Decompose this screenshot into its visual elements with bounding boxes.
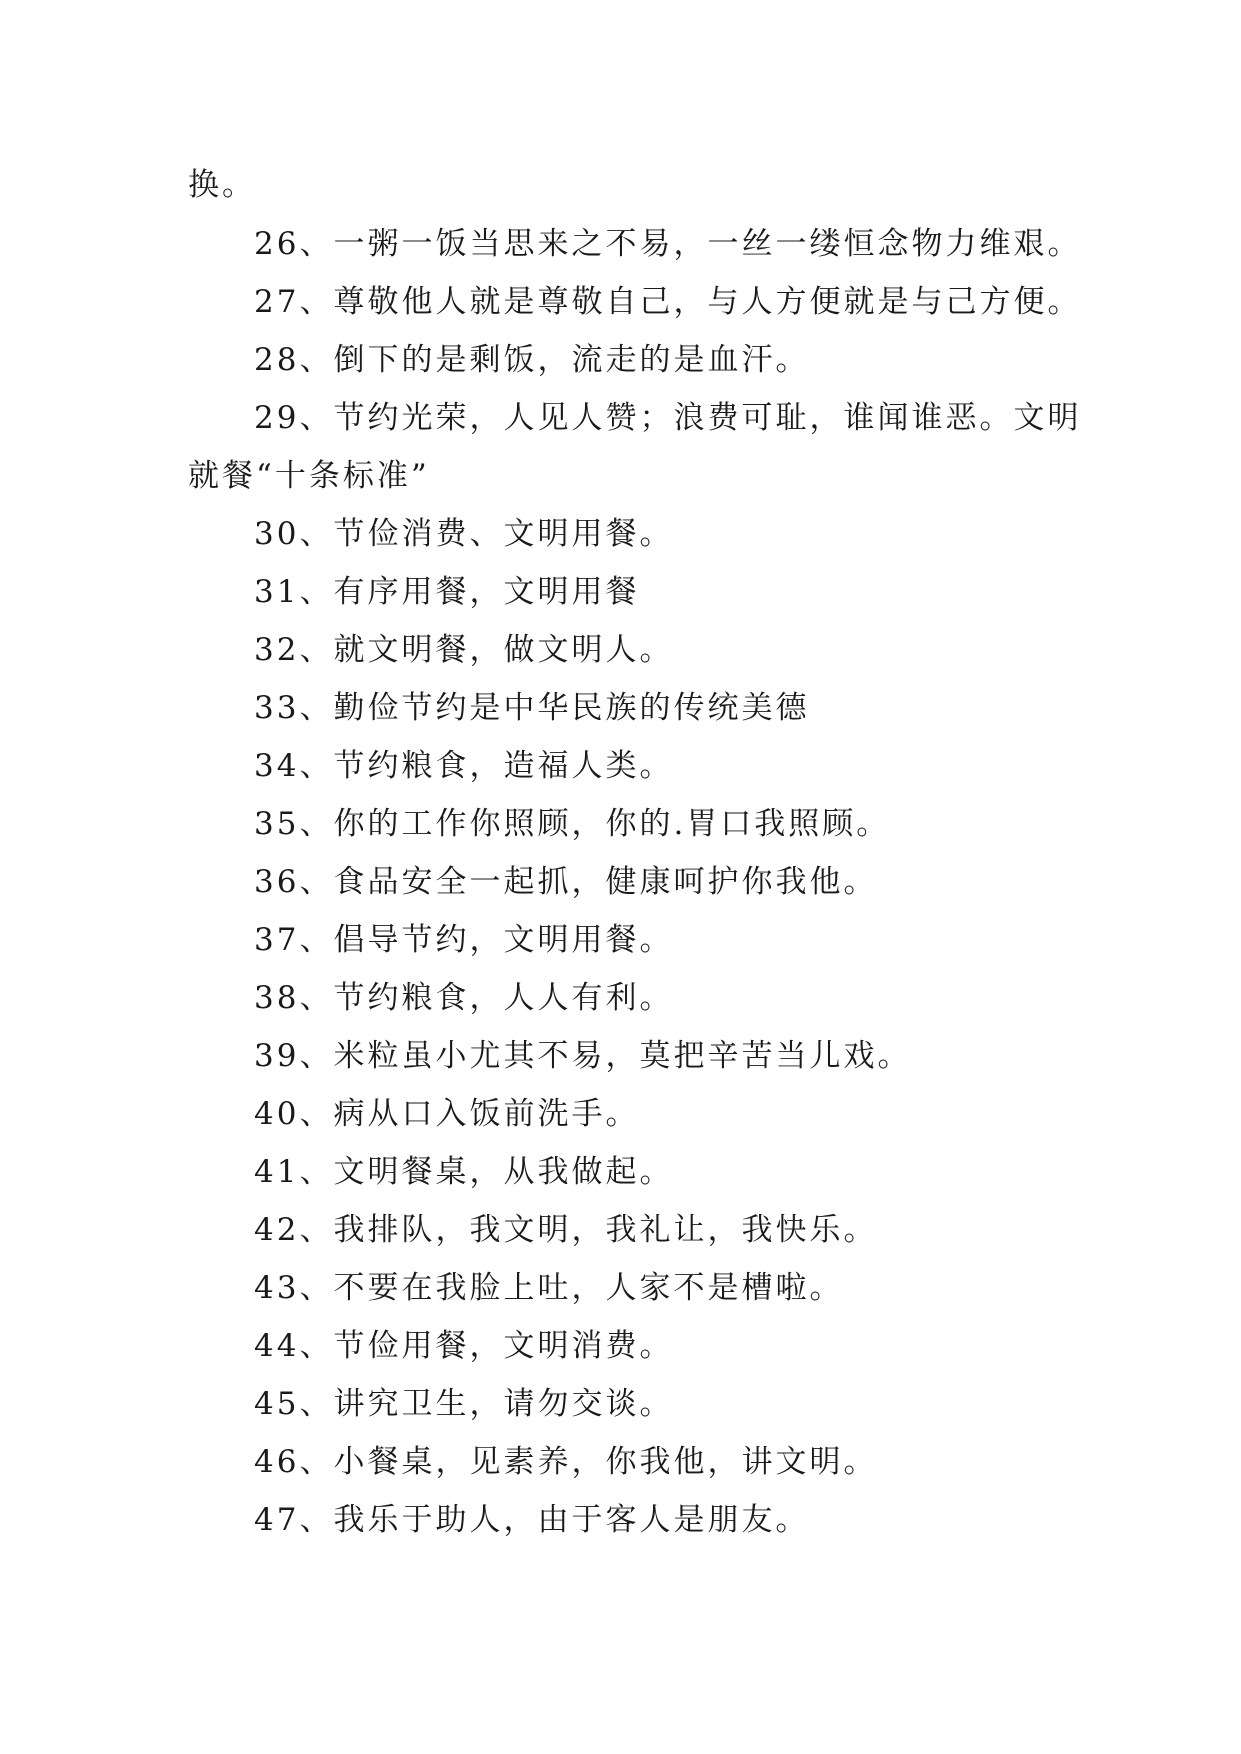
list-item: 35、你的工作你照顾，你的.胃口我照顾。 bbox=[254, 806, 891, 842]
list-item: 26、一粥一饭当思来之不易，一丝一缕恒念物力维艰。 bbox=[254, 226, 1082, 262]
list-item: 42、我排队，我文明，我礼让，我快乐。 bbox=[254, 1212, 878, 1248]
text-line-continuation: 就餐“十条标准” bbox=[188, 458, 430, 494]
list-item: 43、不要在我脸上吐，人家不是槽啦。 bbox=[254, 1270, 844, 1306]
list-item: 47、我乐于助人，由于客人是朋友。 bbox=[254, 1502, 810, 1538]
list-item: 33、勤俭节约是中华民族的传统美德 bbox=[254, 690, 810, 726]
list-item: 29、节约光荣，人见人赞；浪费可耻，谁闻谁恶。文明 bbox=[254, 400, 1082, 436]
text-line-continuation: 换。 bbox=[188, 167, 256, 203]
list-item: 28、倒下的是剩饭，流走的是血汗。 bbox=[254, 342, 810, 378]
list-item: 46、小餐桌，见素养，你我他，讲文明。 bbox=[254, 1444, 878, 1480]
list-item: 41、文明餐桌，从我做起。 bbox=[254, 1154, 674, 1190]
list-item: 40、病从口入饭前洗手。 bbox=[254, 1096, 640, 1132]
list-item: 32、就文明餐，做文明人。 bbox=[254, 632, 674, 668]
list-item: 37、倡导节约，文明用餐。 bbox=[254, 922, 674, 958]
list-item: 39、米粒虽小尤其不易，莫把辛苦当儿戏。 bbox=[254, 1038, 912, 1074]
list-item: 36、食品安全一起抓，健康呵护你我他。 bbox=[254, 864, 878, 900]
list-item: 30、节俭消费、文明用餐。 bbox=[254, 516, 674, 552]
list-item: 31、有序用餐，文明用餐 bbox=[254, 574, 640, 610]
list-item: 27、尊敬他人就是尊敬自己，与人方便就是与己方便。 bbox=[254, 284, 1082, 320]
list-item: 34、节约粮食，造福人类。 bbox=[254, 748, 674, 784]
list-item: 45、讲究卫生，请勿交谈。 bbox=[254, 1386, 674, 1422]
list-item: 38、节约粮食，人人有利。 bbox=[254, 980, 674, 1016]
list-item: 44、节俭用餐，文明消费。 bbox=[254, 1328, 674, 1364]
